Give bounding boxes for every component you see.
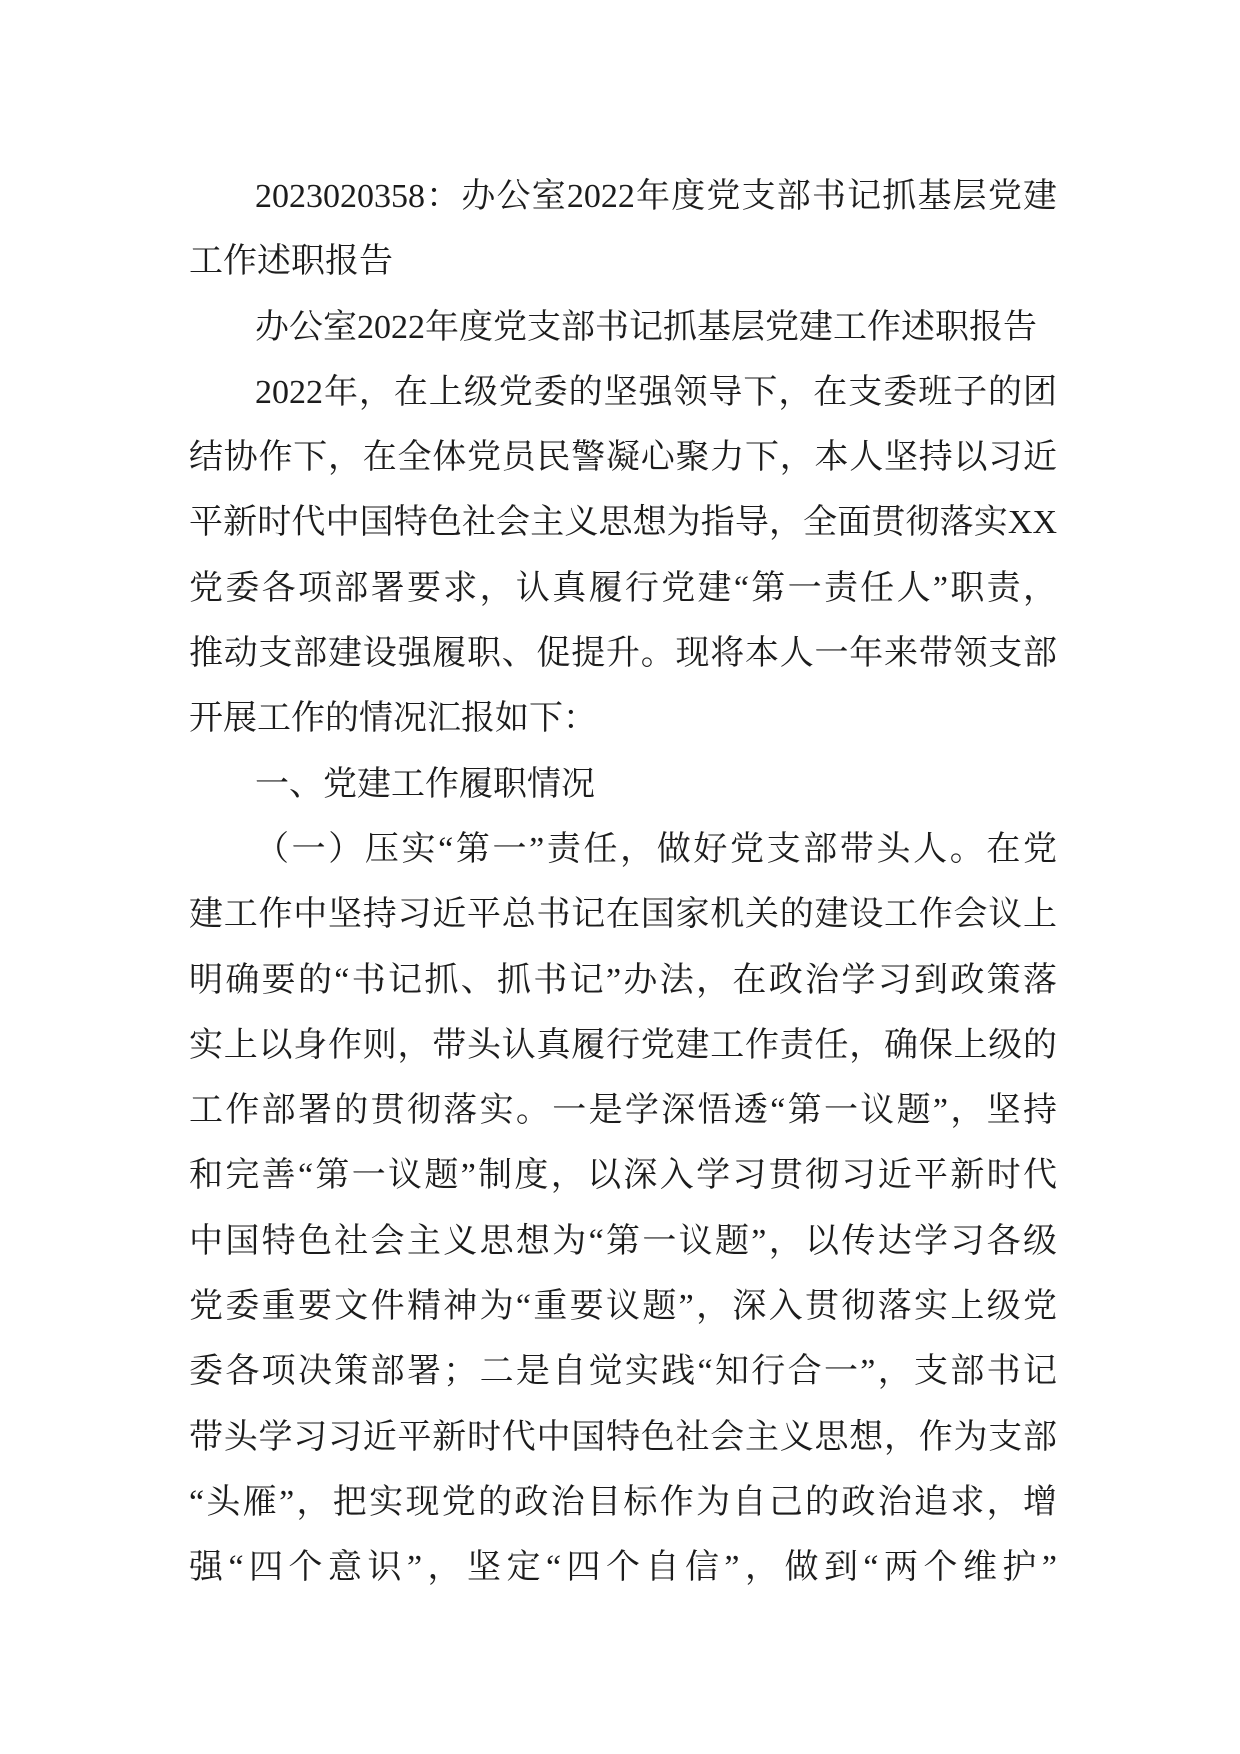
body-line: 党委各项部署要求，认真履行党建“第一责任人”职责， xyxy=(189,569,1057,607)
body-line: 推动支部建设强履职、促提升。现将本人一年来带领支部 xyxy=(189,635,1057,673)
body-line: 带头学习习近平新时代中国特色社会主义思想，作为支部 xyxy=(189,1418,1057,1456)
body-line: 党委重要文件精神为“重要议题”，深入贯彻落实上级党 xyxy=(189,1288,1057,1326)
body-line: 实上以身作则，带头认真履行党建工作责任，确保上级的 xyxy=(189,1026,1057,1064)
body-line: 结协作下，在全体党员民警凝心聚力下，本人坚持以习近 xyxy=(189,439,1057,477)
body-line: 明确要的“书记抓、抓书记”办法，在政治学习到政策落 xyxy=(189,961,1057,999)
body-line: 强“四个意识”，坚定“四个自信”，做到“两个维护” xyxy=(189,1549,1057,1587)
body-line: 中国特色社会主义思想为“第一议题”，以传达学习各级 xyxy=(189,1222,1057,1260)
body-line: 委各项决策部署；二是自觉实践“知行合一”，支部书记 xyxy=(189,1353,1057,1391)
report-id-title-line: 2023020358：办公室2022年度党支部书记抓基层党建 xyxy=(255,178,1057,215)
body-line: （一）压实“第一”责任，做好党支部带头人。在党 xyxy=(255,830,1057,868)
body-line: 建工作中坚持习近平总书记在国家机关的建设工作会议上 xyxy=(189,896,1057,934)
body-line: 和完善“第一议题”制度，以深入学习贯彻习近平新时代 xyxy=(189,1157,1057,1195)
body-line: 平新时代中国特色社会主义思想为指导，全面贯彻落实XX xyxy=(189,504,1057,542)
document-body xyxy=(189,164,1057,1601)
body-line: 工作部署的贯彻落实。一是学深悟透“第一议题”，坚持 xyxy=(189,1092,1057,1130)
report-id-title-line: 工作述职报告 xyxy=(189,243,393,281)
body-line: 2022年，在上级党委的坚强领导下，在支委班子的团 xyxy=(255,373,1057,411)
section-heading: 一、党建工作履职情况 xyxy=(255,765,595,803)
report-title: 办公室2022年度党支部书记抓基层党建工作述职报告 xyxy=(255,308,1037,346)
body-line: 开展工作的情况汇报如下： xyxy=(189,700,597,738)
body-line: “头雁”，把实现党的政治目标作为自己的政治追求，增 xyxy=(189,1483,1057,1521)
